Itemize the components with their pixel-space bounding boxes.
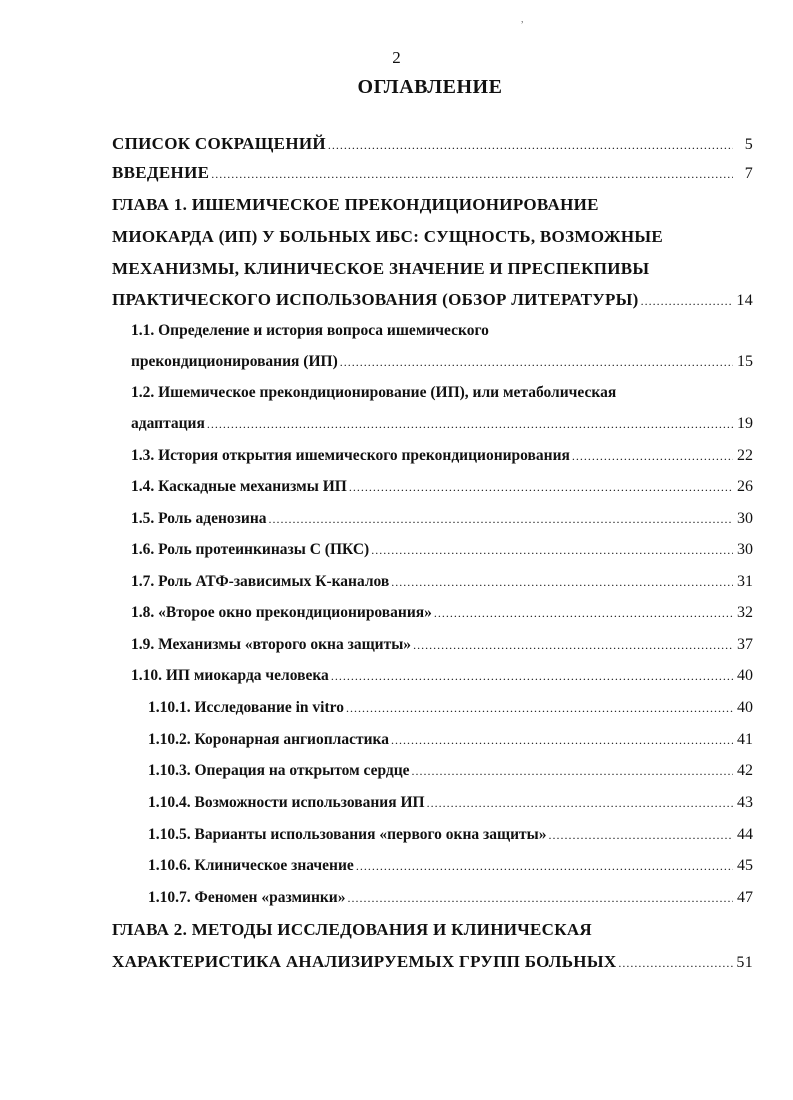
toc-page-number: 45	[737, 857, 753, 874]
toc-dot-leader	[641, 294, 733, 309]
toc-page-number: 40	[737, 699, 753, 716]
toc-entry-line	[112, 227, 663, 247]
toc-dot-leader	[427, 796, 733, 811]
toc-page-number: 37	[737, 636, 753, 653]
toc-page-number: 44	[737, 826, 753, 843]
toc-entry-line	[131, 573, 753, 591]
toc-page-number: 40	[737, 667, 753, 684]
toc-entry-line	[131, 384, 616, 402]
toc-page-number: 26	[737, 478, 753, 495]
toc-entry-line	[131, 636, 753, 654]
toc-entry-line	[148, 794, 753, 812]
page-number: 2	[392, 48, 401, 67]
toc-entry-line	[148, 762, 753, 780]
toc-entry-title: МИОКАРДА (ИП) У БОЛЬНЫХ ИБС: СУЩНОСТЬ, ВОЗМОЖНЫЕ	[112, 227, 664, 246]
toc-entry-line	[112, 195, 599, 215]
toc-dot-leader	[207, 417, 733, 432]
toc-entry-title: МЕХАНИЗМЫ, КЛИНИЧЕСКОЕ ЗНАЧЕНИЕ И ПРЕСПЕКПИВЫ	[112, 259, 650, 278]
toc-dot-leader	[211, 167, 733, 182]
toc-entry-line	[131, 415, 753, 433]
toc-entry-line	[148, 826, 753, 844]
toc-dot-leader	[413, 638, 733, 653]
toc-dot-leader	[412, 764, 733, 779]
toc-dot-leader	[340, 355, 733, 370]
toc-entry-title: ВВЕДЕНИЕ	[112, 163, 210, 182]
toc-entry-title: ГЛАВА 1. ИШЕМИЧЕСКОЕ ПРЕКОНДИЦИОНИРОВАНИЕ	[112, 195, 599, 214]
toc-page-number: 14	[736, 292, 753, 309]
toc-dot-leader	[391, 733, 733, 748]
toc-entry-line	[148, 857, 753, 875]
toc-entry-line	[112, 163, 753, 183]
toc-dot-leader	[346, 701, 733, 716]
toc-entry-title: 1.10.6. Клиническое значение	[148, 857, 354, 874]
toc-page-number: 7	[744, 165, 753, 182]
toc-entry-line	[131, 353, 753, 371]
page-title: ОГЛАВЛЕНИЕ	[357, 76, 503, 98]
toc-entry-line	[131, 510, 753, 528]
toc-entry-title: ГЛАВА 2. МЕТОДЫ ИССЛЕДОВАНИЯ И КЛИНИЧЕСКАЯ	[112, 920, 593, 939]
toc-page-number: 32	[737, 604, 753, 621]
toc-dot-leader	[356, 859, 733, 874]
toc-entry-title: ПРАКТИЧЕСКОГО ИСПОЛЬЗОВАНИЯ (ОБЗОР ЛИТЕРАТУРЫ)	[112, 290, 639, 309]
toc-entry-line	[148, 699, 753, 717]
toc-entry-line	[112, 952, 753, 972]
toc-entry-title: адаптация	[131, 415, 205, 432]
toc-page-number: 22	[737, 447, 753, 464]
toc-dot-leader	[434, 606, 733, 621]
toc-entry-title: 1.1. Определение и история вопроса ишемического	[131, 322, 489, 339]
toc-dot-leader	[328, 138, 733, 153]
toc-entry-line	[112, 134, 753, 154]
toc-entry-title: 1.7. Роль АТФ-зависимых К-каналов	[131, 573, 390, 590]
toc-page-number: 15	[737, 353, 753, 370]
toc-dot-leader	[347, 891, 733, 906]
toc-dot-leader	[549, 828, 733, 843]
toc-page-number: 43	[737, 794, 753, 811]
toc-entry-title: 1.2. Ишемическое прекондиционирование (ИП), или метаболическая	[131, 384, 617, 401]
toc-entry-title: 1.10. ИП миокарда человека	[131, 667, 329, 684]
toc-entry-line	[112, 259, 649, 279]
toc-entry-line	[131, 667, 753, 685]
toc-page-number: 19	[737, 415, 753, 432]
toc-entry-line	[112, 290, 753, 310]
toc-entry-title: 1.10.1. Исследование in vitro	[148, 699, 344, 716]
toc-entry-line	[131, 447, 753, 465]
toc-entry-title: ХАРАКТЕРИСТИКА АНАЛИЗИРУЕМЫХ ГРУПП БОЛЬНЫХ	[112, 952, 617, 971]
toc-dot-leader	[572, 449, 733, 464]
toc-entry-title: 1.10.4. Возможности использования ИП	[148, 794, 425, 811]
toc-dot-leader	[371, 543, 733, 558]
toc-dot-leader	[349, 480, 733, 495]
toc-entry-title: 1.3. История открытия ишемического прекондиционирования	[131, 447, 570, 464]
toc-entry-line	[148, 889, 753, 907]
toc-dot-leader	[331, 669, 733, 684]
toc-entry-title: 1.4. Каскадные механизмы ИП	[131, 478, 347, 495]
toc-entry-line	[131, 322, 489, 340]
toc-page-number: 31	[737, 573, 753, 590]
toc-entry-title: 1.10.3. Операция на открытом сердце	[148, 762, 410, 779]
toc-entry-line	[131, 478, 753, 496]
toc-entry-line	[131, 604, 753, 622]
toc-page-number: 47	[737, 889, 753, 906]
toc-entry-title: 1.5. Роль аденозина	[131, 510, 267, 527]
toc-entry-title: прекондиционирования (ИП)	[131, 353, 338, 370]
toc-entry-line	[131, 541, 753, 559]
toc-page-number: 51	[736, 954, 753, 971]
toc-entry-title: СПИСОК СОКРАЩЕНИЙ	[112, 134, 326, 153]
toc-page-number: 30	[737, 510, 753, 527]
toc-entry-title: 1.6. Роль протеинкиназы С (ПКС)	[131, 541, 370, 558]
toc-entry-line	[148, 731, 753, 749]
toc-page-number: 30	[737, 541, 753, 558]
toc-dot-leader	[269, 512, 733, 527]
toc-entry-title: 1.10.5. Варианты использования «первого окна защиты»	[148, 826, 547, 843]
toc-page-number: 41	[737, 731, 753, 748]
toc-page-number: 42	[737, 762, 753, 779]
toc-entry-title: 1.10.2. Коронарная ангиопластика	[148, 731, 389, 748]
toc-entry-title: 1.10.7. Феномен «разминки»	[148, 889, 346, 906]
toc-dot-leader	[391, 575, 733, 590]
toc-page-number: 5	[744, 136, 753, 153]
toc-entry-title: 1.8. «Второе окно прекондиционирования»	[131, 604, 432, 621]
toc-entry-title: 1.9. Механизмы «второго окна защиты»	[131, 636, 412, 653]
toc-dot-leader	[618, 956, 733, 971]
scan-speck: ,	[521, 14, 524, 25]
toc-entry-line	[112, 920, 592, 940]
